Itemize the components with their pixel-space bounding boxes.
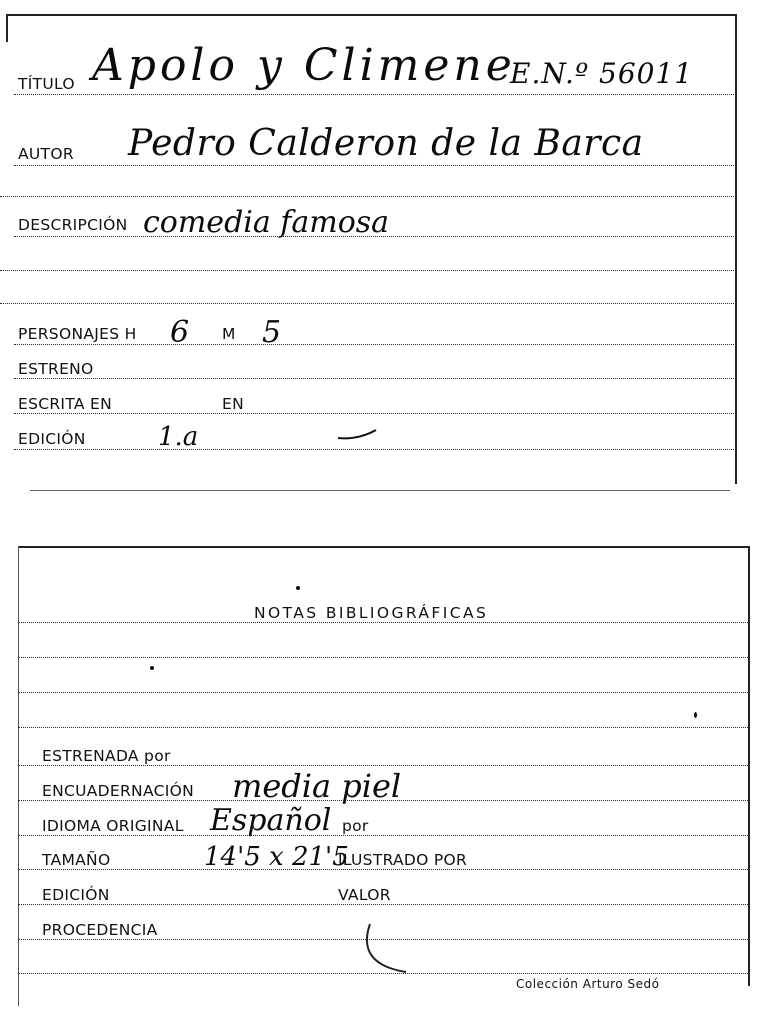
rule-heading (18, 622, 748, 623)
collection-footer: Colección Arturo Sedó (516, 977, 660, 991)
pen-stroke-mark (336, 426, 380, 442)
descripcion-label: DESCRIPCIÓN (18, 216, 128, 234)
personajes-m-value: 5 (262, 315, 282, 350)
titulo-value: Apolo y Climene (92, 40, 516, 91)
personajes-h-value: 6 (170, 315, 190, 350)
rule-estrenada (18, 765, 748, 766)
rule-autor (14, 165, 736, 166)
autor-label: AUTOR (18, 145, 74, 163)
rule-blank-3 (18, 727, 748, 728)
rule-blank-3 (0, 303, 736, 304)
edicion-value: 1.a (158, 422, 199, 452)
rule-blank-2 (18, 692, 748, 693)
ink-speck (150, 666, 154, 670)
por-label: por (342, 817, 369, 835)
titulo-label: TÍTULO (18, 75, 75, 93)
descripcion-value: comedia famosa (143, 205, 390, 240)
rule-blank-1 (0, 196, 736, 197)
ink-speck (694, 712, 697, 718)
catalog-card-back (0, 540, 759, 1028)
encuadernacion-value: media piel (232, 767, 402, 805)
personajes-m-label: M (222, 325, 236, 343)
card-border-top (6, 14, 736, 16)
estrenada-label: ESTRENADA por (42, 747, 171, 765)
rule-descripcion (14, 236, 736, 237)
idioma-value: Español (210, 803, 332, 838)
ink-speck (296, 586, 300, 590)
tamano-value: 14'5 x 21'5 (204, 842, 349, 872)
rule-idioma (18, 835, 748, 836)
rule-estreno (14, 378, 736, 379)
rule-titulo (14, 94, 736, 95)
card-border-top (18, 546, 750, 548)
autor-value: Pedro Calderon de la Barca (128, 123, 644, 164)
rule-personajes (14, 344, 736, 345)
card-border-right (748, 546, 750, 986)
encuadernacion-label: ENCUADERNACIÓN (42, 782, 194, 800)
estreno-label: ESTRENO (18, 360, 94, 378)
edicion-label: EDICIÓN (18, 430, 86, 448)
rule-edicion (18, 904, 748, 905)
tamano-label: TAMAÑO (42, 851, 111, 869)
rule-blank-1 (18, 657, 748, 658)
rule-edicion (14, 449, 736, 450)
card-border-left (6, 14, 8, 42)
rule-blank-2 (0, 270, 736, 271)
en-label: EN (222, 395, 244, 413)
card-border-left (18, 546, 19, 1006)
ilustrado-label: ILUSTRADO POR (338, 851, 468, 869)
procedencia-label: PROCEDENCIA (42, 921, 158, 939)
catalog-card-front (0, 0, 759, 500)
valor-label: VALOR (338, 886, 391, 904)
edicion-label: EDICIÓN (42, 886, 110, 904)
rule-tamano (18, 869, 748, 870)
escrita-en-label: ESCRITA EN (18, 395, 112, 413)
idioma-label: IDIOMA ORIGINAL (42, 817, 184, 835)
notas-heading: NOTAS BIBLIOGRÁFICAS (254, 604, 489, 622)
stamp-arc-mark (362, 920, 412, 980)
personajes-label: PERSONAJES H (18, 325, 137, 343)
card-border-bottom (30, 490, 730, 491)
rule-encuadernacion (18, 800, 748, 801)
rule-escrita (14, 413, 736, 414)
entry-number: E.N.º 56011 (510, 57, 694, 90)
